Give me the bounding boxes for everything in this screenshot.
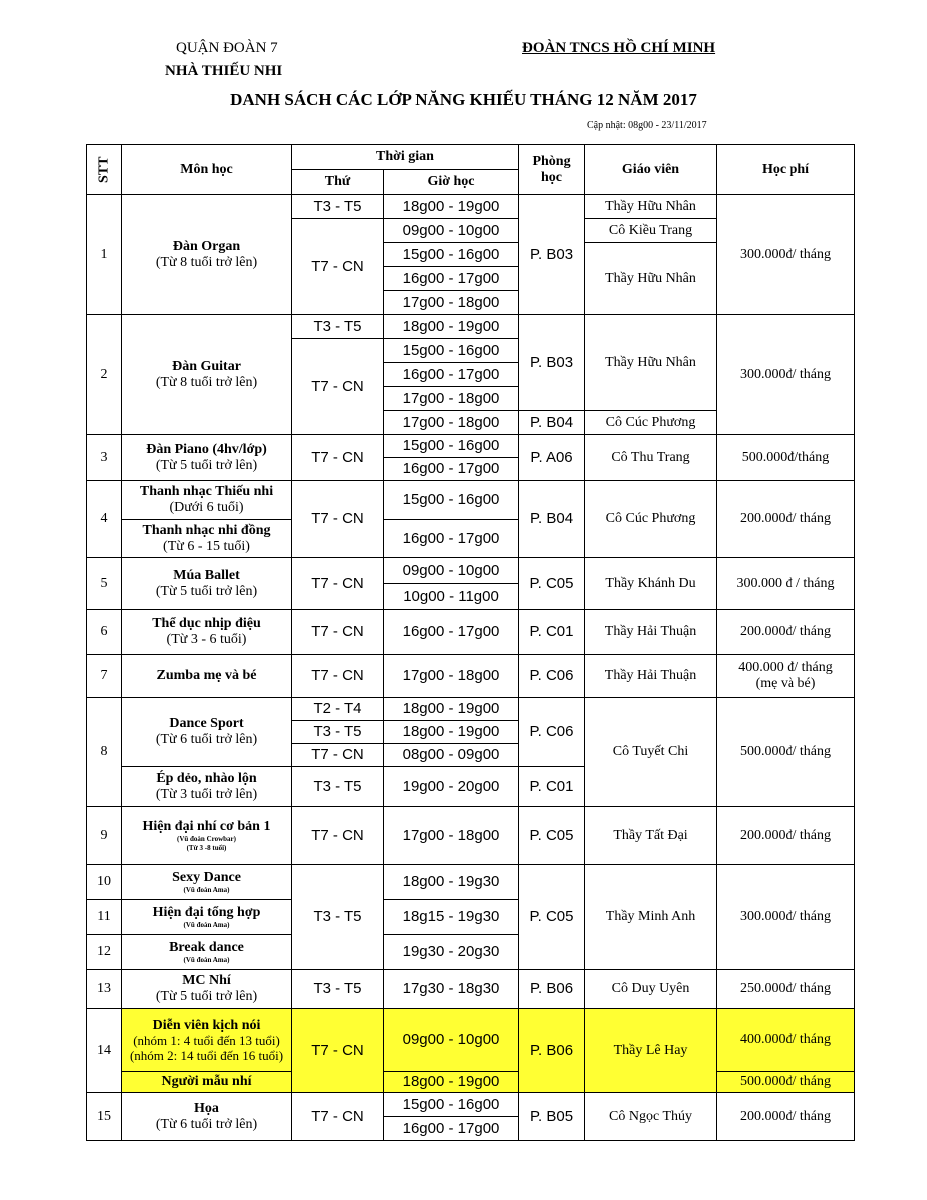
subject-age: (Từ 5 tuổi trở lên): [155, 583, 258, 599]
row-day: T7 - CN: [292, 558, 384, 610]
subject-note: (Vũ đoàn Ama): [183, 955, 230, 964]
subject-age: (Dưới 6 tuổi): [169, 500, 244, 515]
row-hours: 18g15 - 19g30: [384, 900, 519, 935]
subject-name: Họa: [194, 1100, 219, 1116]
table-row: [87, 315, 855, 339]
row-teacher: Thầy Minh Anh: [585, 865, 717, 970]
row-stt: 9: [87, 807, 122, 865]
row-hours: 09g00 - 10g00: [384, 219, 519, 243]
row-fee: 500.000đ/tháng: [717, 435, 855, 481]
header-hours: Giờ học: [384, 170, 519, 195]
row-hours: 18g00 - 19g00: [384, 1072, 519, 1093]
row-subject: [122, 435, 292, 481]
org-name-right: ĐOÀN TNCS HỒ CHÍ MINH: [522, 40, 716, 56]
row-room: P. A06: [519, 435, 585, 481]
row-subject: [122, 610, 292, 655]
row-hours: 18g00 - 19g00: [384, 195, 519, 219]
table-row: [87, 865, 855, 900]
row-fee: 200.000đ/ tháng: [717, 807, 855, 865]
row-hours: 18g00 - 19g00: [384, 698, 519, 721]
row-day: T3 - T5: [292, 195, 384, 219]
row-room: P. C05: [519, 865, 585, 970]
row-stt: 7: [87, 655, 122, 698]
row-day: T3 - T5: [292, 767, 384, 807]
row-day: T7 - CN: [292, 339, 384, 435]
subject-name: Ép dẻo, nhào lộn: [156, 770, 257, 786]
row-hours: 17g30 - 18g30: [384, 970, 519, 1009]
row-room: P. C05: [519, 807, 585, 865]
row-hours: 08g00 - 09g00: [384, 744, 519, 767]
row-stt: 4: [87, 481, 122, 558]
row-fee: 500.000đ/ tháng: [717, 698, 855, 807]
subject-age: (Từ 3 -8 tuổi): [186, 843, 227, 852]
row-room: P. B06: [519, 970, 585, 1009]
subject-name: Đàn Piano (4hv/lớp): [146, 441, 267, 457]
row-hours: 19g30 - 20g30: [384, 935, 519, 970]
row-teacher: Thầy Hải Thuận: [585, 610, 717, 655]
subject-name: Diễn viên kịch nói: [152, 1017, 261, 1033]
row-teacher: Thầy Hải Thuận: [585, 655, 717, 698]
row-hours: 09g00 - 10g00: [384, 1009, 519, 1072]
row-subject: [122, 520, 292, 558]
row-subject: [122, 935, 292, 970]
row-hours: 16g00 - 17g00: [384, 363, 519, 387]
row-fee: 200.000đ/ tháng: [717, 481, 855, 558]
row-teacher: Cô Ngọc Thúy: [585, 1093, 717, 1141]
row-subject: [122, 865, 292, 900]
row-subject: [122, 1093, 292, 1141]
row-fee: [717, 655, 855, 698]
row-room: P. B04: [519, 411, 585, 435]
document-title: DANH SÁCH CÁC LỚP NĂNG KHIẾU THÁNG 12 NĂM 2017: [230, 90, 697, 109]
row-hours: 15g00 - 16g00: [384, 1093, 519, 1117]
row-subject: [122, 481, 292, 520]
subject-age: (Từ 6 - 15 tuổi): [163, 538, 250, 554]
header-fee: Học phí: [717, 145, 855, 195]
row-room: P. C05: [519, 558, 585, 610]
row-fee: 300.000đ/ tháng: [717, 315, 855, 435]
table-row: [87, 1093, 855, 1117]
row-subject: [122, 558, 292, 610]
subject-age: (Từ 8 tuổi trở lên): [155, 374, 258, 390]
row-stt: 1: [87, 195, 122, 315]
row-hours: 15g00 - 16g00: [384, 481, 519, 520]
row-subject: [122, 807, 292, 865]
subject-age: (Từ 3 tuổi trở lên): [155, 786, 258, 802]
row-hours: 17g00 - 18g00: [384, 411, 519, 435]
subject-age: (Từ 6 tuổi trở lên): [155, 1116, 258, 1132]
subject-name: Hiện đại tổng hợp: [152, 904, 261, 920]
header-teacher: Giáo viên: [585, 145, 717, 195]
row-teacher: Thầy Hữu Nhân: [585, 195, 717, 219]
row-teacher: Thầy Khánh Du: [585, 558, 717, 610]
row-hours: 17g00 - 18g00: [384, 387, 519, 411]
row-day: T7 - CN: [292, 610, 384, 655]
subject-name: Đàn Organ: [172, 238, 241, 254]
row-teacher: Cô Kiều Trang: [585, 219, 717, 243]
row-room: P. B03: [519, 315, 585, 411]
row-day: T3 - T5: [292, 315, 384, 339]
row-fee: 300.000đ/ tháng: [717, 865, 855, 970]
header-room: Phòng học: [519, 145, 585, 195]
row-fee: 400.000đ/ tháng: [717, 1009, 855, 1072]
row-stt: 5: [87, 558, 122, 610]
subject-name: Dance Sport: [169, 716, 244, 731]
row-room: P. C06: [519, 698, 585, 767]
row-hours: 15g00 - 16g00: [384, 243, 519, 267]
table-row: [87, 1072, 855, 1093]
row-room: P. B05: [519, 1093, 585, 1141]
row-fee: 300.000 đ / tháng: [717, 558, 855, 610]
class-schedule-table: [86, 144, 855, 1141]
row-fee: 500.000đ/ tháng: [717, 1072, 855, 1093]
row-subject: [122, 195, 292, 315]
row-teacher: Cô Thu Trang: [585, 435, 717, 481]
row-fee: 250.000đ/ tháng: [717, 970, 855, 1009]
row-subject: [122, 767, 292, 807]
row-hours: 16g00 - 17g00: [384, 458, 519, 481]
table-header-row: [87, 145, 855, 170]
table-row: [87, 481, 855, 520]
row-day: T7 - CN: [292, 807, 384, 865]
subject-note: (Vũ đoàn Crowbar): [177, 834, 236, 843]
header-subject: Môn học: [122, 145, 292, 195]
row-subject: [122, 315, 292, 435]
row-hours: 15g00 - 16g00: [384, 339, 519, 363]
row-day: T7 - CN: [292, 435, 384, 481]
row-day: T7 - CN: [292, 1009, 384, 1093]
row-day: T3 - T5: [292, 970, 384, 1009]
row-day: T7 - CN: [292, 219, 384, 315]
row-hours: 18g00 - 19g00: [384, 315, 519, 339]
row-day: T2 - T4: [292, 698, 384, 721]
row-subject: [122, 900, 292, 935]
row-hours: 17g00 - 18g00: [384, 655, 519, 698]
row-stt: 12: [87, 935, 122, 970]
subject-name: Người mẫu nhí: [161, 1074, 252, 1089]
table-row: [87, 195, 855, 219]
subject-group: (nhóm 2: 14 tuổi đến 16 tuổi): [129, 1047, 284, 1063]
subject-age: (Từ 5 tuổi trở lên): [155, 989, 258, 1004]
subject-name: Thể dục nhịp điệu: [152, 616, 261, 631]
subject-name: Thanh nhạc nhi đồng: [142, 522, 271, 538]
row-fee: 200.000đ/ tháng: [717, 1093, 855, 1141]
table-row: [87, 610, 855, 655]
row-stt: 8: [87, 698, 122, 807]
table-row: [87, 807, 855, 865]
header-time: Thời gian: [292, 145, 519, 170]
row-fee: 200.000đ/ tháng: [717, 610, 855, 655]
row-hours: 10g00 - 11g00: [384, 584, 519, 610]
header-stt: STT: [87, 145, 122, 195]
subject-name: MC Nhí: [182, 973, 231, 988]
row-stt: 6: [87, 610, 122, 655]
row-stt: 2: [87, 315, 122, 435]
row-subject: [122, 1009, 292, 1072]
row-teacher: Thầy Lê Hay: [585, 1009, 717, 1093]
row-subject: [122, 698, 292, 767]
row-room: P. C06: [519, 655, 585, 698]
org-subname-left: NHÀ THIẾU NHI: [165, 63, 283, 79]
row-stt: 15: [87, 1093, 122, 1141]
row-hours: 17g00 - 18g00: [384, 807, 519, 865]
row-hours: 15g00 - 16g00: [384, 435, 519, 458]
row-hours: 17g00 - 18g00: [384, 291, 519, 315]
row-hours: 16g00 - 17g00: [384, 267, 519, 291]
row-subject: [122, 1072, 292, 1093]
row-stt: 3: [87, 435, 122, 481]
row-subject: [122, 970, 292, 1009]
row-teacher: Thầy Hữu Nhân: [585, 243, 717, 315]
subject-name: Đàn Guitar: [172, 358, 241, 374]
org-name-left: QUẬN ĐOÀN 7: [176, 40, 278, 56]
row-stt: 11: [87, 900, 122, 935]
row-stt: 10: [87, 865, 122, 900]
table-row: [87, 698, 855, 721]
updated-note: Cập nhật: 08g00 - 23/11/2017: [587, 120, 707, 131]
row-day: T3 - T5: [292, 721, 384, 744]
row-teacher: Cô Cúc Phương: [585, 481, 717, 558]
row-day: T7 - CN: [292, 1093, 384, 1141]
subject-name: Thanh nhạc Thiếu nhi: [139, 484, 274, 499]
row-room: P. B04: [519, 481, 585, 558]
row-day: T3 - T5: [292, 865, 384, 970]
row-hours: 18g00 - 19g30: [384, 865, 519, 900]
row-hours: 16g00 - 17g00: [384, 1117, 519, 1141]
row-room: P. C01: [519, 610, 585, 655]
row-hours: 16g00 - 17g00: [384, 610, 519, 655]
subject-name: Múa Ballet: [173, 567, 240, 583]
fee-value: 400.000 đ/ tháng: [738, 660, 833, 675]
subject-age: (Từ 8 tuổi trở lên): [155, 254, 258, 270]
row-room: P. B03: [519, 195, 585, 315]
row-day: T7 - CN: [292, 744, 384, 767]
row-hours: 16g00 - 17g00: [384, 520, 519, 558]
row-teacher: Cô Cúc Phương: [585, 411, 717, 435]
subject-age: (Từ 6 tuổi trở lên): [155, 732, 258, 747]
table-row: [87, 435, 855, 458]
row-teacher: Thầy Hữu Nhân: [585, 315, 717, 411]
table-row: [87, 970, 855, 1009]
subject-group: (nhóm 1: 4 tuổi đến 13 tuổi): [133, 1032, 280, 1048]
subject-name: Zumba mẹ và bé: [156, 668, 257, 683]
row-room: P. C01: [519, 767, 585, 807]
table-row: [87, 655, 855, 698]
row-hours: 18g00 - 19g00: [384, 721, 519, 744]
subject-note: (Vũ đoàn Ama): [183, 885, 230, 894]
subject-age: (Từ 5 tuổi trở lên): [155, 457, 258, 473]
table-row: [87, 1009, 855, 1072]
row-teacher: Cô Duy Uyên: [585, 970, 717, 1009]
row-hours: 09g00 - 10g00: [384, 558, 519, 584]
subject-note: (Vũ đoàn Ama): [183, 920, 230, 929]
row-room: P. B06: [519, 1009, 585, 1093]
row-day: T7 - CN: [292, 655, 384, 698]
table-row: [87, 558, 855, 584]
subject-name: Break dance: [169, 939, 244, 955]
row-hours: 19g00 - 20g00: [384, 767, 519, 807]
subject-age: (Từ 3 - 6 tuổi): [166, 632, 247, 647]
row-subject: [122, 655, 292, 698]
row-day: T7 - CN: [292, 481, 384, 558]
header-day: Thứ: [292, 170, 384, 195]
row-fee: 300.000đ/ tháng: [717, 195, 855, 315]
subject-name: Sexy Dance: [172, 869, 241, 885]
row-stt: 13: [87, 970, 122, 1009]
row-teacher: Thầy Tất Đại: [585, 807, 717, 865]
row-stt: 14: [87, 1009, 122, 1093]
fee-note: (mẹ và bé): [755, 676, 816, 691]
subject-name: Hiện đại nhí cơ bản 1: [142, 818, 271, 834]
row-teacher: Cô Tuyết Chi: [585, 698, 717, 807]
